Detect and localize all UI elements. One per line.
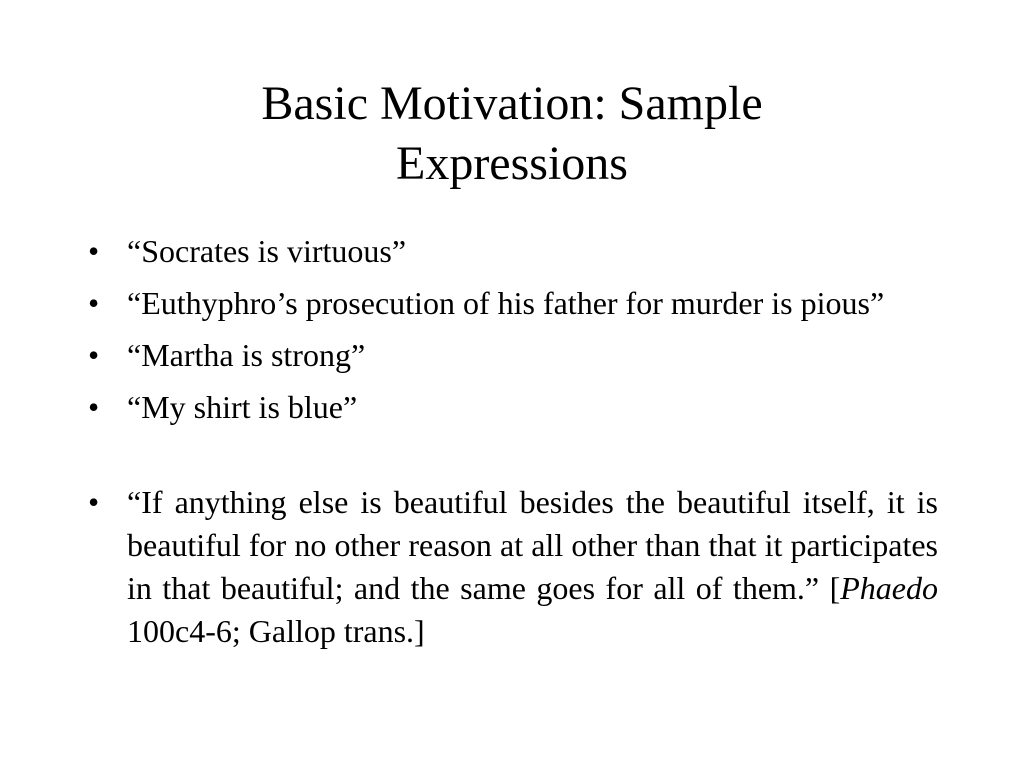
quote-bullet-item [88,481,938,653]
bullet-item [88,334,938,377]
bullet-text: “Euthyphro’s prosecution of his father for murder is pious” [127,285,885,321]
bullet-marker: • [88,389,100,425]
slide-title [0,74,1024,194]
quote-text-main: “If anything else is beautiful besides the beautiful itself, it is beautiful for no other reason at all other than that it participates in that beautiful; and the same goes for all of them.” [ [127,484,938,606]
bullet-marker: • [88,337,100,373]
bullet-list [88,230,938,662]
bullet-item [88,282,938,325]
slide-title-line-2: Expressions [396,137,628,190]
slide-title-line-1: Basic Motivation: Sample [261,77,763,130]
quote-text [127,481,938,653]
quote-citation: 100c4-6; Gallop trans.] [127,613,425,649]
bullet-item [88,386,938,429]
bullet-marker: • [88,484,100,520]
bullet-marker: • [88,285,100,321]
bullet-marker: • [88,233,100,269]
bullet-text: “Martha is strong” [127,337,366,373]
quote-source-title: Phaedo [840,570,938,606]
bullet-text: “My shirt is blue” [127,389,358,425]
bullet-item [88,230,938,273]
bullet-text: “Socrates is virtuous” [127,233,407,269]
